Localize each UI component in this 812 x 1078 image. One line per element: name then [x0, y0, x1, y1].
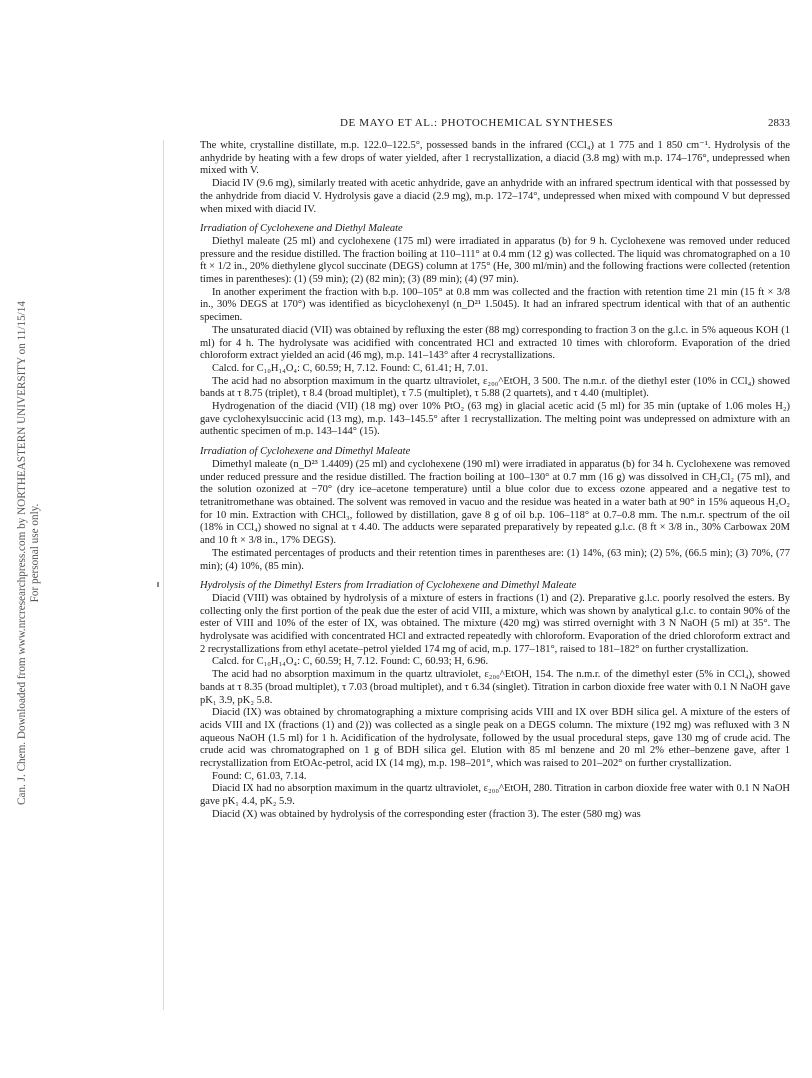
section-heading: Irradiation of Cyclohexene and Dimethyl Maleate [200, 446, 411, 458]
paragraph: In another experiment the fraction with b.p. 100–105° at 0.8 mm was collected and the fraction with retention time 21 min (15 ft × 3/8 in., 30% DEGS at 170°) was identified as bicyclohexenyl (n_D²¹ 1.5045). It had an infrared spectrum identical with that of an authentic specimen. [200, 286, 790, 324]
paragraph: The acid had no absorption maximum in the quartz ultraviolet, ε₂₀₀^EtOH, 154. The n.m.r. of the dimethyl ester (5% in CCl₄), showed bands at τ 8.35 (broad multiplet), τ 7.03 (broad multiplet), and τ 6.34 (singlet). Titration in carbon dioxide free water with 0.1 N NaOH gave pK₁ 3.9, pK₂ 5.8. [200, 669, 790, 706]
paragraph: Calcd. for C₁₀H₁₄O₄: C, 60.59; H, 7.12. Found: C, 61.41; H, 7.01. [212, 362, 489, 374]
paragraph: Calcd. for C₁₀H₁₄O₄: C, 60.59; H, 7.12. Found: C, 60.93; H, 6.96. [212, 656, 489, 668]
paragraph: Found: C, 61.03, 7.14. [212, 770, 307, 782]
paragraph: Diacid (IX) was obtained by chromatographing a mixture comprising acids VIII and IX over BDH silica gel. A mixture of the esters of acids VIII and IX (fractions (1) and (2)) was collected as a single peak on a DEGS column. The mixture (192 mg) was refluxed with 3 N aqueous NaOH (1.5 ml) for 1 h. Acidification of the hydrolysate, followed by the usual procedural steps, gave 130 mg of crude acid. The crude acid was chromatographed on 1 g of BDH silica gel. Elution with 85 ml benzene and 20 ml 2% ether–benzene gave, after 1 recrystallization from EtOAc-petrol, acid IX (14 mg), m.p. 198–201°, which was raised to 201–202° on further crystallization. [200, 707, 790, 770]
margin-rule [163, 140, 164, 1010]
paragraph: The unsaturated diacid (VII) was obtained by refluxing the ester (88 mg) corresponding to fraction 3 on the g.l.c. in 5% aqueous KOH (1 ml) for 4 h. The hydrolysate was acidified with concentrated HCl and extracted 10 times with chloroform. Evaporation of the dried chloroform extract yielded an acid (46 mg), m.p. 141–143° after 4 recrystallizations. [200, 324, 790, 362]
margin-tick [157, 582, 159, 587]
page-header [200, 117, 790, 133]
paragraph: Diethyl maleate (25 ml) and cyclohexene (175 ml) were irradiated in apparatus (b) for 9 h. Cyclohexene was removed under reduced pressure and the residue distilled. The fraction boiling at 110–111° at 0.4 mm (12 g) was collected. The liquid was chromatographed on a 10 ft × 1/2 in., 20% diethylene glycol succinate (DEGS) column at 175° (He, 300 ml/min) and the following fractions were collected (retention times in parentheses): (1) (59 min); (2) (82 min); (3) (89 min); (4) (97 min). [200, 235, 790, 286]
personal-use-notice: For personal use only. [29, 503, 41, 603]
paragraph: Hydrogenation of the diacid (VII) (18 mg) over 10% PtO₂ (63 mg) in glacial acetic acid (5 ml) for 35 min (uptake of 1.06 moles H₂) gave cyclohexylsuccinic acid (13 mg), m.p. 143–145.5° after 1 recrystallization. The melting point was undepressed on admixture with an authentic specimen of m.p. 143–144° (15). [200, 401, 790, 438]
paragraph: The estimated percentages of products and their retention times in parentheses are: (1) 14%, (63 min); (2) 5%, (66.5 min); (3) 70%, (77 min); (4) 10%, (85 min). [200, 547, 790, 572]
section-heading: Irradiation of Cyclohexene and Diethyl Maleate [200, 223, 403, 235]
paragraph: Diacid IX had no absorption maximum in the quartz ultraviolet, ε₂₀₀^EtOH, 280. Titration in carbon dioxide free water with 0.1 N NaOH gave pK₁ 4.4, pK₂ 5.9. [200, 783, 790, 808]
article-body [200, 140, 790, 822]
download-watermark [16, 28, 42, 1078]
section-heading: Hydrolysis of the Dimethyl Esters from Irradiation of Cyclohexene and Dimethyl Maleate [200, 580, 577, 592]
paragraph: Diacid IV (9.6 mg), similarly treated with acetic anhydride, gave an anhydride with an infrared spectrum identical with that possessed by the anhydride from diacid V. Hydrolysis gave a diacid (2.9 mg), m.p. 172–174°, undepressed when mixed with compound V but depressed when mixed with diacid IV. [200, 178, 790, 215]
paragraph: Diacid (X) was obtained by hydrolysis of the corresponding ester (fraction 3). The ester (580 mg) was [212, 808, 641, 820]
paragraph: The acid had no absorption maximum in the quartz ultraviolet, ε₂₀₀^EtOH, 3 500. The n.m.r. of the diethyl ester (10% in CCl₄) showed bands at τ 8.75 (triplet), τ 8.4 (broad multiplet), τ 7.5 (multiplet), τ 5.88 (2 quartets), and τ 4.40 (multiplet). [200, 375, 790, 400]
page-number: 2833 [768, 117, 790, 129]
running-head: DE MAYO ET AL.: PHOTOCHEMICAL SYNTHESES [340, 117, 614, 129]
paragraph: Dimethyl maleate (n_D²³ 1.4409) (25 ml) and cyclohexene (190 ml) were irradiated in apparatus (b) for 34 h. Cyclohexene was removed under reduced pressure and the residue distilled. The fraction boiling at 100–130° at 0.7 mm (16 g) was dissolved in CH₂Cl₂ (75 ml), and the solution ozonized at −70° (dry ice–acetone temperature) until a blue color due to excess ozone appeared and a negative test to tetranitromethane was obtained. The solvent was removed in vacuo and the residue was heated in a water bath at 90° in 15% aqueous H₂O₂ for 10 min. Extraction with CHCl₃, followed by distillation, gave 8 g of oil b.p. 106–118° at 0.7–0.8 mm. The n.m.r. spectrum of the oil (18% in CCl₄) showed no signal at τ 4.40. The adducts were separated preparatively by repeated g.l.c. (8 ft × 3/8 in., 30% Carbowax 20M and 10 ft × 3/8 in., 17% DEGS). [200, 458, 790, 547]
paragraph: The white, crystalline distillate, m.p. 122.0–122.5°, possessed bands in the infrared (CCl₄) at 1 775 and 1 850 cm⁻¹. Hydrolysis of the anhydride by heating with a few drops of water yielded, after 1 recrystallization, a diacid (3.8 mg) with m.p. 174–176°, undepressed when mixed with V. [200, 140, 790, 177]
paragraph: Diacid (VIII) was obtained by hydrolysis of a mixture of esters in fractions (1) and (2). Preparative g.l.c. poorly resolved the esters. By collecting only the first portion of the peak due the ester of acid VIII, a mixture, which was shown by analytical g.l.c. to contain 90% of the ester of VIII and 10% of the ester of IX, was obtained. The mixture (420 mg) was stirred overnight with 3 N NaOH (5 ml) at 35°. The hydrolysate was acidified with concentrated HCl and extracted repeatedly with chloroform. Evaporation of the dried chloroform extract and 2 recrystallizations from ethyl acetate–petrol yielded 174 mg of acid, m.p. 177–181°, raised to 181–182° on further crystallization. [200, 592, 790, 655]
download-notice: Can. J. Chem. Downloaded from www.nrcresearchpress.com by NORTHEASTERN UNIVERSITY on 11/15/14 [16, 301, 28, 805]
